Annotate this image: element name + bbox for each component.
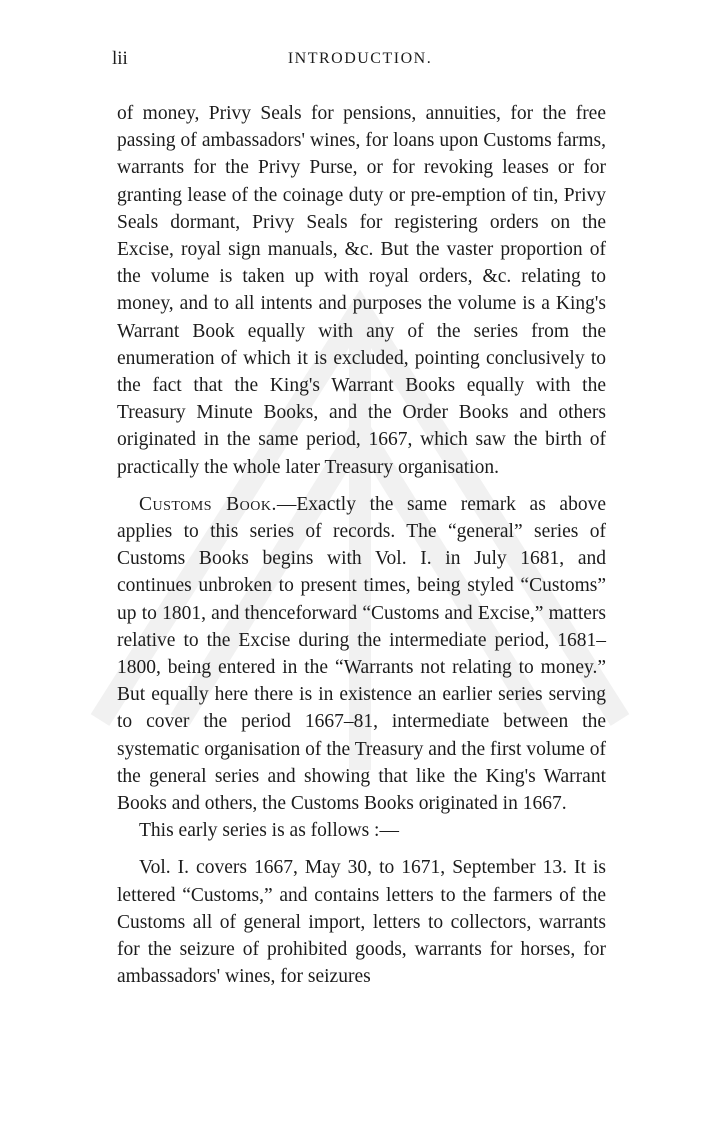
page-number: lii	[112, 48, 128, 69]
section-heading: Customs Book.	[139, 493, 277, 515]
paragraph-intro-list: This early series is as follows :—	[139, 820, 399, 842]
page-header	[112, 48, 608, 78]
paragraph-customs-book	[117, 491, 606, 817]
running-title: INTRODUCTION.	[287, 50, 433, 67]
paragraph-text: —Exactly the same remark as above applies to this series of records. The “general” series of Customs Books begins with Vol. I. in July 1681, and continues unbroken to present times, being styled “Customs” up to 1801, and thenceforward “Customs and Excise,” matters relative to the Excise during the intermediate period, 1681–1800, being entered in the “Warrants not relating to money.” But equally here there is in existence an earlier series serving to cover the period 1667–81, intermediate between the systematic organisation of the Treasury and the first volume of the general series and showing that like the King's Warrant Books and others, the Customs Books originated in 1667.	[117, 493, 606, 815]
paragraph-continued: of money, Privy Seals for pensions, annuities, for the free passing of ambassadors' wines, for loans upon Customs farms, warrants for the Privy Purse, or for revoking leases or for granting lease of the coinage duty or pre-emption of tin, Privy Seals dormant, Privy Seals for registering orders on the Excise, royal sign manuals, &c. But the vaster proportion of the volume is taken up with royal orders, &c. relating to money, and to all intents and purposes the volume is a King's Warrant Book equally with any of the series from the enumeration of which it is excluded, pointing conclusively to the fact that the King's Warrant Books equally with the Treasury Minute Books, and the Order Books and others originated in the same period, 1667, which saw the birth of practically the whole later Treasury organisation.	[117, 103, 606, 478]
paragraph-vol-one: Vol. I. covers 1667, May 30, to 1671, September 13. It is lettered “Customs,” and contains letters to the farmers of the Customs all of general import, letters to collectors, warrants for the seizure of prohibited goods, warrants for horses, for ambassadors' wines, for seizures	[117, 857, 606, 988]
page-body	[117, 100, 606, 991]
